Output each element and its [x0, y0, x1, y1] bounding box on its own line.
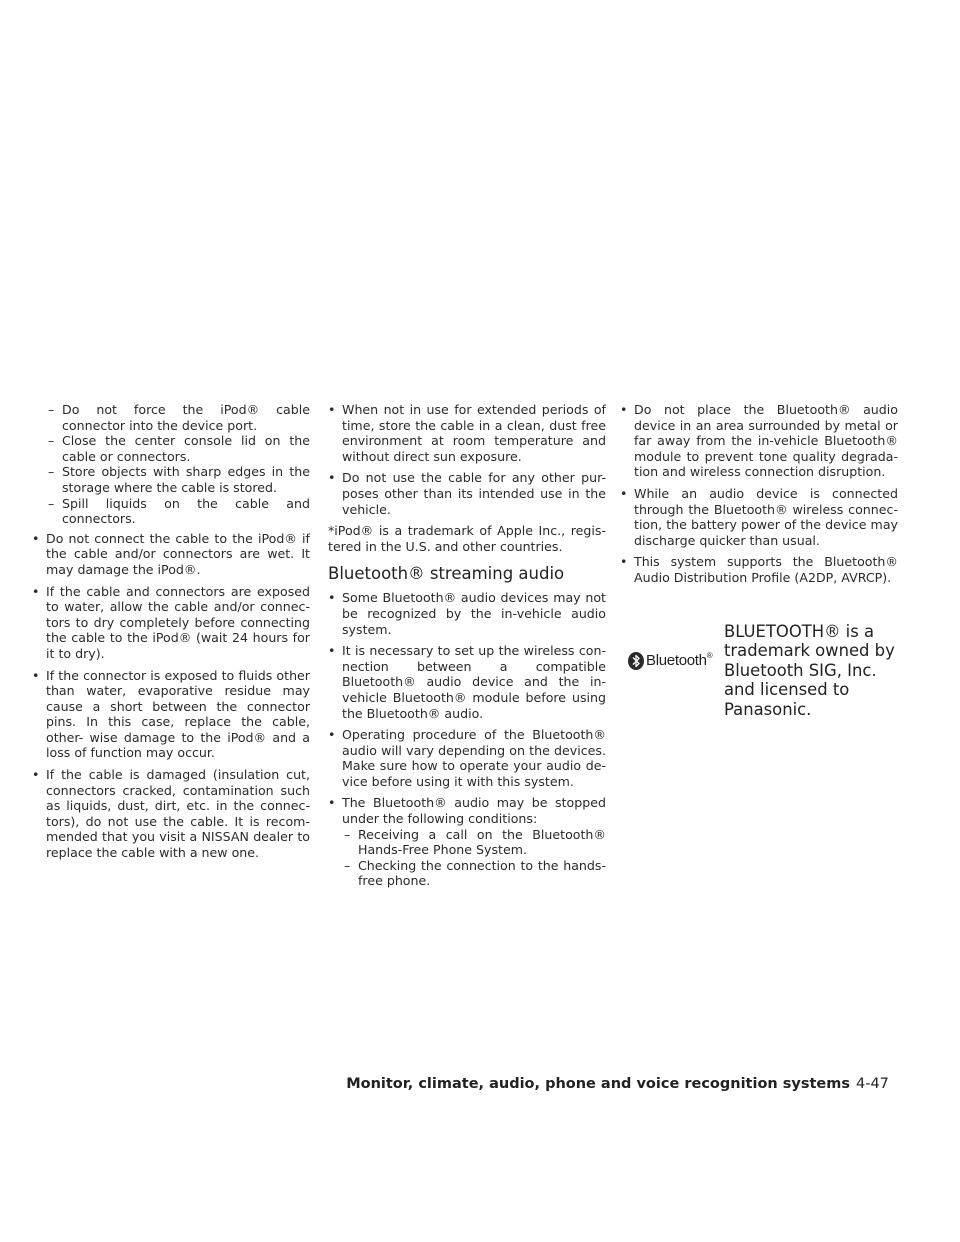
dash-item: – Spill liquids on the cable and connectors. — [32, 496, 310, 527]
bullet-item: • If the cable and connectors are exposed to water, allow the cable and/or connec- tors to dry completely before connecting the cable to the iPod® (wait 24 hours for it to dry). — [32, 584, 310, 662]
dash-item: – Checking the connection to the hands-free phone. — [342, 858, 606, 889]
bullet-item: • When not in use for extended periods of time, store the cable in a clean, dust free environment at room temperature and without direct sun exposure. — [328, 402, 606, 464]
bullet-item: • It is necessary to set up the wireless con- nection between a compatible Bluetooth® audio device and the in- vehicle Bluetooth® module before using the Bluetooth® audio. — [328, 643, 606, 721]
page-footer — [0, 1076, 960, 1098]
ipod-trademark-note: *iPod® is a trademark of Apple Inc., regis- tered in the U.S. and other countries. — [328, 523, 606, 554]
bullet-item: • While an audio device is connected through the Bluetooth® wireless connec- tion, the battery power of the device may discharge quicker than usual. — [620, 486, 898, 548]
dash-item: – Close the center console lid on the cable or connectors. — [32, 433, 310, 464]
bullet-item: • Do not use the cable for any other pur- poses other than its intended use in the vehicle. — [328, 470, 606, 517]
dash-item: – Store objects with sharp edges in the storage where the cable is stored. — [32, 464, 310, 495]
bluetooth-icon — [628, 652, 644, 670]
bullet-text: • The Bluetooth® audio may be stopped under the following conditions: — [342, 795, 606, 827]
bullet-item: • If the cable is damaged (insulation cut, connectors cracked, contamination such as liquids, dust, dirt, etc. in the connec- tors), do not use the cable. It is recom- mended that you visit a NISSAN dealer to replace the cable with a new one. — [32, 767, 310, 861]
bullet-item: • Do not place the Bluetooth® audio device in an area surrounded by metal or far away from the in-vehicle Bluetooth® module to prevent tone quality degrada- tion and wireless connection disruption. — [620, 402, 898, 480]
bullet-item-conditions — [328, 795, 606, 889]
bluetooth-trademark-caption: BLUETOOTH® is a trademark owned by Bluetooth SIG, Inc. and licensed to Panasonic. — [724, 621, 895, 719]
page-number: 4-47 — [856, 1076, 889, 1092]
bluetooth-logo — [628, 652, 712, 670]
dash-list-cable-precautions — [32, 402, 310, 527]
column-left — [32, 402, 310, 867]
footer-section-title: Monitor, climate, audio, phone and voice recognition systems — [346, 1076, 850, 1092]
dash-item: – Receiving a call on the Bluetooth® Hands-Free Phone System. — [342, 827, 606, 858]
section-heading: Bluetooth® streaming audio — [328, 564, 565, 584]
bullet-item: • If the connector is exposed to fluids other than water, evaporative residue may cause a short between the connector pins. In this case, replace the cable, other- wise damage to the iPod® and a loss of function may occur. — [32, 668, 310, 762]
bullet-item: • Some Bluetooth® audio devices may not be recognized by the in-vehicle audio system. — [328, 590, 606, 637]
column-right — [620, 402, 898, 719]
column-middle — [328, 402, 606, 895]
dash-item: – Do not force the iPod® cable connector into the device port. — [32, 402, 310, 433]
bullet-item: • This system supports the Bluetooth® Audio Distribution Profile (A2DP, AVRCP). — [620, 554, 898, 585]
bluetooth-trademark-block — [620, 621, 898, 719]
bullet-item: • Do not connect the cable to the iPod® if the cable and/or connectors are wet. It may damage the iPod®. — [32, 531, 310, 578]
bluetooth-wordmark: Bluetooth® — [646, 650, 713, 669]
bullet-item: • Operating procedure of the Bluetooth® audio will vary depending on the devices. Make sure how to operate your audio de- vice before using it with this system. — [328, 727, 606, 789]
